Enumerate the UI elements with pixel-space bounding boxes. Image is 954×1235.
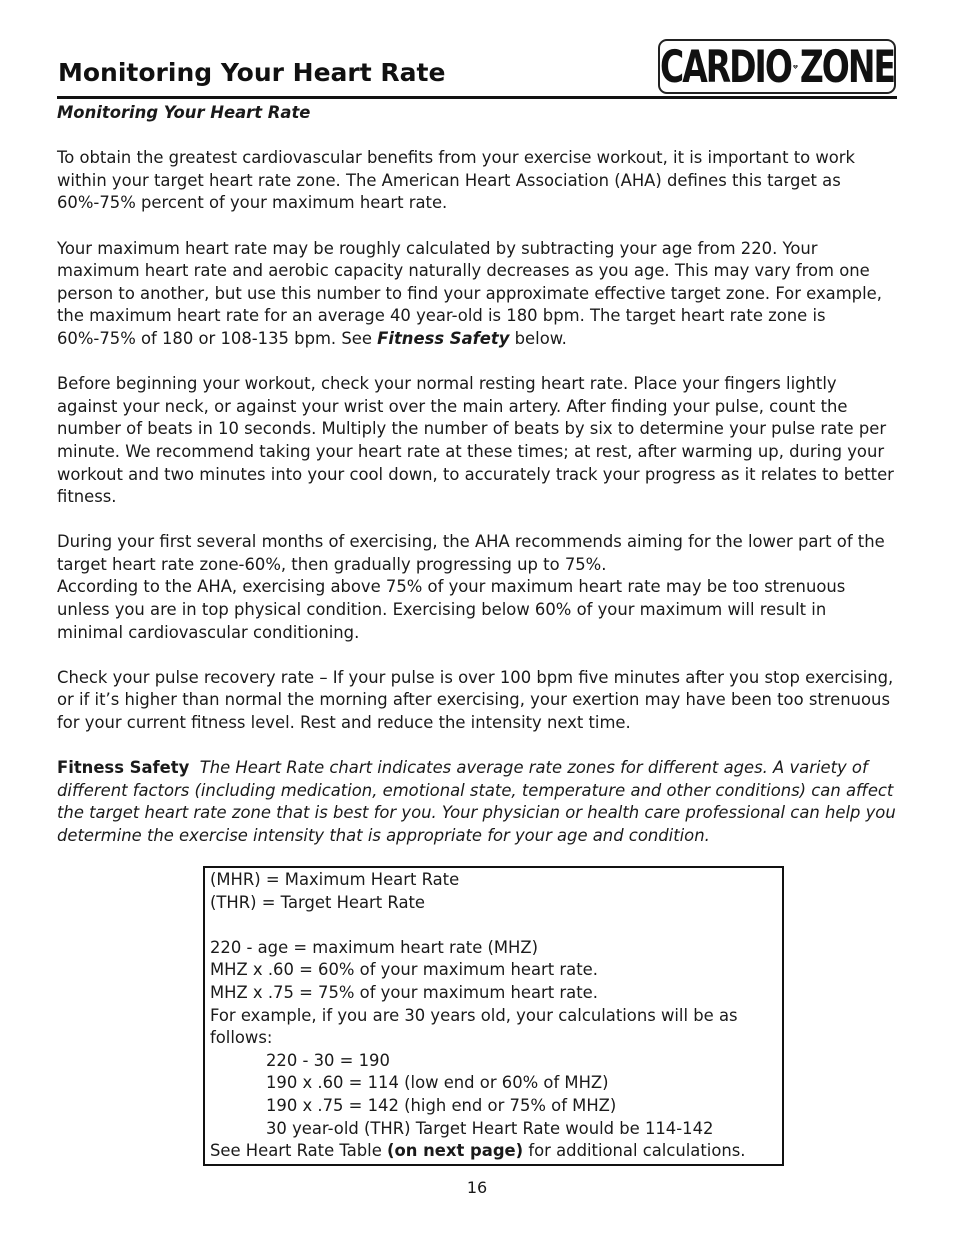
formula-example-line: 30 year-old (THR) Target Heart Rate would be 114-142 [266, 1118, 714, 1138]
heart-rate-formula-box [203, 866, 784, 1166]
formula-example-line: 190 x .60 = 114 (low end or 60% of MHZ) [266, 1073, 609, 1093]
paragraph-fitness-safety [57, 757, 897, 847]
fitness-safety-reference: Fitness Safety [377, 328, 510, 348]
next-page-reference: (on next page) [387, 1141, 524, 1161]
page-title: Monitoring Your Heart Rate [58, 58, 446, 87]
formula-text: for additional calculations. [523, 1141, 746, 1161]
formula-line: 220 - age = maximum heart rate (MHZ) [210, 937, 538, 957]
logo-word-left: CARDIO [660, 40, 791, 93]
paragraph-text: During your first several months of exercising, the AHA recommends aiming for the lower part of the target heart rate zone-60%, then gradually progressing up to 75%. [57, 532, 885, 574]
formula-line: MHZ x .60 = 60% of your maximum heart rate. [210, 960, 598, 980]
formula-line: For example, if you are 30 years old, your calculations will be as [210, 1005, 738, 1025]
paragraph-aha-recommendation [57, 531, 897, 644]
paragraph-text: below. [509, 328, 567, 348]
formula-line: (THR) = Target Heart Rate [210, 892, 425, 912]
paragraph-text: Your maximum heart rate may be roughly calculated by subtracting your age from 220. Your maximum heart rate and aerobic capacity naturally decreases as you age. This may vary from one person to another, but use this number to find your approximate effective target zone. For example, the maximum heart rate for an average 40 year-old is 180 bpm. The target heart rate zone is 60%-75% of 180 or 108-135 bpm. See [57, 238, 882, 348]
main-content [57, 102, 897, 870]
paragraph-pulse-recovery: Check your pulse recovery rate – If your pulse is over 100 bpm five minutes after you stop exercising, or if it’s higher than normal the morning after exercising, your exertion may have been too strenuous for your current fitness level. Rest and reduce the intensity next time. [57, 667, 894, 733]
paragraph-text: According to the AHA, exercising above 75% of your maximum heart rate may be too strenuous unless you are in top physical condition. Exercising below 60% of your maximum will result in minimal cardiovascular conditioning. [57, 577, 846, 642]
formula-example-line: 220 - 30 = 190 [266, 1050, 390, 1070]
formula-line: MHZ x .75 = 75% of your maximum heart rate. [210, 982, 598, 1002]
heart-pulse-icon [793, 51, 798, 83]
formula-example-line: 190 x .75 = 142 (high end or 75% of MHZ) [266, 1095, 617, 1115]
fitness-safety-label: Fitness Safety [57, 758, 190, 778]
header-divider [57, 96, 897, 99]
paragraph-resting-rate: Before beginning your workout, check your normal resting heart rate. Place your fingers lightly against your neck, or against your wrist over the main artery. After finding your pulse, count the number of beats in 10 seconds. Multiply the number of beats by six to determine your pulse rate per minute. We recommend taking your heart rate at these times; at rest, after warming up, during your workout and two minutes into your cool down, to accurately track your progress as it relates to better fitness. [57, 374, 894, 507]
fitness-safety-text: The Heart Rate chart indicates average rate zones for different ages. A variety of different factors (including medication, emotional state, temperature and other conditions) can affect the target heart rate zone that is best for you. Your physician or health care professional can help you determine the exercise intensity that is appropriate for your age and condition. [57, 758, 896, 845]
formula-line: (MHR) = Maximum Heart Rate [210, 870, 460, 889]
formula-line: follows: [210, 1028, 273, 1048]
blank-line [210, 914, 777, 937]
section-subtitle: Monitoring Your Heart Rate [57, 103, 311, 122]
paragraph-target-zone: To obtain the greatest cardiovascular benefits from your exercise workout, it is important to work within your target heart rate zone. The American Heart Association (AHA) defines this target as 60%-75% percent of your maximum heart rate. [57, 148, 856, 213]
logo-word-right: ZONE [799, 40, 894, 93]
formula-line-reference [210, 1140, 777, 1163]
page-number: 16 [466, 1178, 488, 1197]
paragraph-max-heart-rate [57, 238, 897, 351]
cardio-zone-logo [658, 39, 896, 94]
formula-text: See Heart Rate Table [210, 1141, 387, 1161]
